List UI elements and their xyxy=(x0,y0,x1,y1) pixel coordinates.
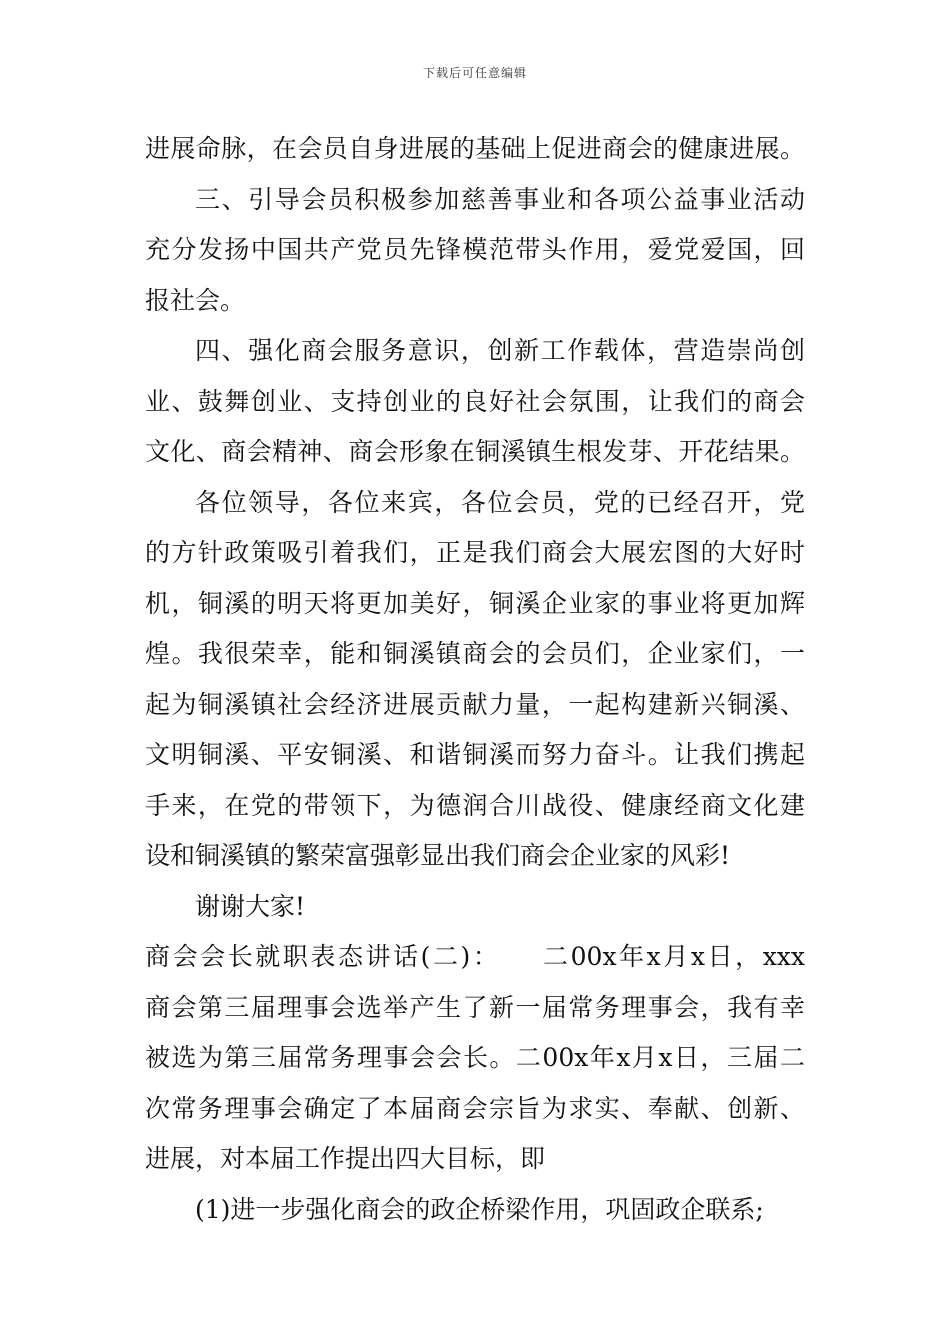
text-line: 各位领导，各位来宾，各位会员，党的已经召开，党 xyxy=(195,487,805,517)
text-line: 三、引导会员积极参加慈善事业和各项公益事业活动 xyxy=(195,184,805,214)
text-line: 的方针政策吸引着我们，正是我们商会大展宏图的大好时 xyxy=(145,538,805,567)
text-line: 次常务理事会确定了本届商会宗旨为求实、奉献、创新、 xyxy=(145,1093,805,1123)
document-body xyxy=(145,124,805,1235)
text-line: 报社会。 xyxy=(145,285,246,315)
text-line: 充分发扬中国共产党员先锋模范带头作用，爱党爱国，回 xyxy=(145,235,805,264)
text-line: 起为铜溪镇社会经济进展贡献力量，一起构建新兴铜溪、 xyxy=(145,689,805,719)
list-item: (1)进一步强化商会的政企桥梁作用，巩固政企联系; xyxy=(195,1194,764,1224)
text-line: 商会第三届理事会选举产生了新一届常务理事会，我有幸 xyxy=(145,992,805,1022)
text-line: 文明铜溪、平安铜溪、和谐铜溪而努力奋斗。让我们携起 xyxy=(145,740,805,769)
text-line: 设和铜溪镇的繁荣富强彰显出我们商会企业家的风彩! xyxy=(145,841,731,870)
text-line: 机，铜溪的明天将更加美好，铜溪企业家的事业将更加辉 xyxy=(145,588,805,618)
text-line: 手来，在党的带领下，为德润合川战役、健康经商文化建 xyxy=(145,790,805,820)
text-line: 四、强化商会服务意识，创新工作载体，营造崇尚创 xyxy=(195,336,805,365)
text-line: 进展，对本届工作提出四大目标，即 xyxy=(145,1144,546,1173)
text-line: 被选为第三届常务理事会会长。二00x年x月x日，三届二 xyxy=(145,1043,805,1072)
page-header: 下载后可任意编辑 xyxy=(422,66,527,80)
text-line: 进展命脉，在会员自身进展的基础上促进商会的健康进展。 xyxy=(145,134,805,163)
text-line: 文化、商会精神、商会形象在铜溪镇生根发芽、开花结果。 xyxy=(145,437,805,466)
section-heading-line: 商会会长就职表态讲话(二)： 二00x年x月x日，xxx xyxy=(145,942,805,971)
text-line: 业、鼓舞创业、支持创业的良好社会氛围，让我们的商会 xyxy=(145,386,805,416)
text-line: 谢谢大家! xyxy=(195,891,306,921)
text-line: 煌。我很荣幸，能和铜溪镇商会的会员们，企业家们，一 xyxy=(145,639,805,668)
